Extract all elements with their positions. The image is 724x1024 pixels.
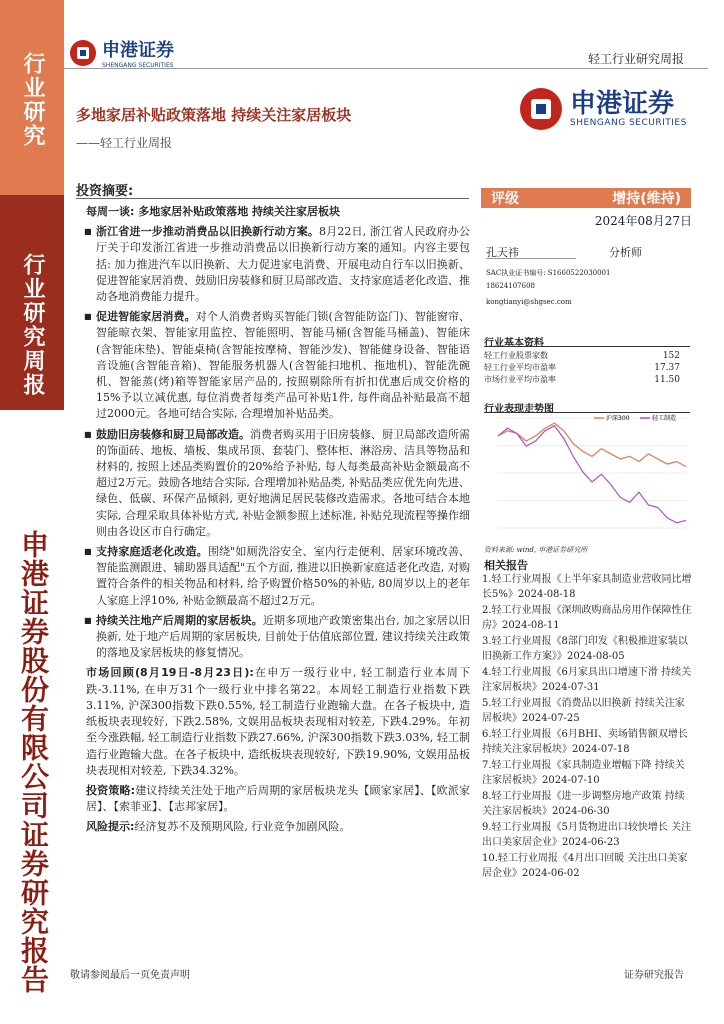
related-report-item[interactable]: 5.轻工行业周报《消费品以旧换新 持续关注家居板块》2024-07-25 <box>482 698 685 724</box>
related-title: 相关报告 <box>484 559 528 572</box>
trend-title: 行业表现走势图 <box>484 404 554 415</box>
chart-series-line <box>498 423 686 466</box>
header-logo <box>70 36 174 69</box>
basic-info-divider <box>484 346 690 347</box>
bullet-aging: ■ 支持家庭适老化改造。围绕"如厕洗浴安全、室内行走便利、居家环境改善、智能监测跟进、辅助器具适配"五个方面, 推进以旧换新家庭适老化改造, 对购置符合条件的相关物品和材料, 给予购置价格50%的补贴, 80周岁以上的老年人家庭上浮10%, 补贴金额最高不超过2万元。 <box>86 544 470 609</box>
bullet-real-estate: ■ 持续关注地产后周期的家居板块。近期多项地产政策密集出台, 加之家居以旧换新, 处于地产后周期的家居板块, 目前处于估值底部位置, 建议持续关注政策的落地及家居板块的修复情况。 <box>86 613 470 662</box>
logo-text: 申港证券 <box>102 40 174 61</box>
analyst-divider <box>486 258 576 259</box>
investment-strategy: 投资策略:建议持续关注处于地产后周期的家居板块龙头【顾家家居】、【欧派家居】、【索菲亚】、【志邦家居】。 <box>86 783 470 814</box>
related-report-item[interactable]: 3.轻工行业周报《8部门印发《积极推进家装以旧换新工作方案》》2024-08-05 <box>482 636 688 662</box>
related-report-item[interactable]: 4.轻工行业周报《6月家具出口增速下滑 持续关注家居板块》2024-07-31 <box>482 667 692 693</box>
sidebar-company-name: 申港证券股份有限公司证券研究报告 <box>17 530 50 994</box>
sidebar <box>0 0 64 1024</box>
rating-bar <box>481 188 691 208</box>
logo-sub: SHENGANG SECURITIES <box>102 62 174 69</box>
report-type: 轻工行业研究周报 <box>587 52 684 66</box>
summary-divider <box>76 198 469 199</box>
report-title: 多地家居补贴政策落地 持续关注家居板块 <box>76 106 352 124</box>
report-subtitle: ——轻工行业周报 <box>76 136 173 150</box>
analyst-phone: 18624107608 <box>486 282 535 290</box>
related-report-item[interactable]: 9.轻工行业周报《5月货物进出口较快增长 关注出口美家居企业》2024-06-23 <box>482 822 692 848</box>
related-report-item[interactable]: 1.轻工行业周报《上半年家具制造业营收同比增长5%》2024-08-18 <box>482 574 692 600</box>
analyst-email: kongtianyi@shgsec.com <box>486 298 572 306</box>
risk-warning: 风险提示:经济复苏不及预期风险, 行业竞争加剧风险。 <box>86 820 351 834</box>
logo-icon <box>70 40 96 66</box>
related-report-item[interactable]: 8.轻工行业周报《进一步调整房地产政策 持续关注家居板块》2024-06-30 <box>482 791 685 817</box>
footer-disclaimer: 敬请参阅最后一页免责声明 <box>70 970 190 981</box>
rating-label: 评级 <box>491 191 519 207</box>
related-report-item[interactable]: 6.轻工行业周报《6月BHI、卖场销售额双增长 持续关注家居板块》2024-07-18 <box>482 729 688 755</box>
chart-source: 资料来源: wind, 申港证券研究所 <box>484 546 588 554</box>
chart-legend-label: 轻工制造 <box>652 415 677 422</box>
basic-row: 轻工行业股票家数 152 <box>484 351 680 361</box>
bullet-renovation: ■ 鼓励旧房装修和厨卫局部改造。消费者购买用于旧房装修、厨卫局部改造所需的饰面砖、地板、墙板、集成吊顶、套装门、整体柜、淋浴房、洁具等物品和材料的, 按照上述品类购置价的20%给予补贴, 每人每类最高补贴金额最高不超过2万元。鼓励各地结合实际, 合理增加补贴品类, 补贴品类应优先向先进、绿色、低碳、环保产品倾斜, 更好地满足居民装修改造需求。各地可结合本地实际, 合理采取具体补贴方式, 补贴金额参照上述标准, 补贴兑现流程等操作细则由各设区市自行确定。 <box>86 427 470 540</box>
basic-row: 轻工行业平均市盈率 17.37 <box>484 363 680 373</box>
footer-label: 证券研究报告 <box>624 970 684 981</box>
related-report-item[interactable]: 10.轻工行业周报《4月出口回暖 关注出口美家居企业》2024-06-02 <box>482 853 688 879</box>
related-list <box>482 572 692 882</box>
brand-logo-sub: SHENGANG SECURITIES <box>570 118 687 128</box>
analyst-info <box>486 244 686 306</box>
weekly-heading: 每周一谈: 多地家居补贴政策落地 持续关注家居板块 <box>86 205 341 218</box>
brand-logo <box>520 88 687 130</box>
rating-value: 增持(维持) <box>612 191 681 207</box>
market-review: 市场回顾(8月19日-8月23日):在申万一级行业中, 轻工制造行业本周下跌-3.11%, 在申万31个一级行业中排名第22。本周轻工制造行业指数下跌3.11%, 沪深300指数下跌0.55%, 轻工制造行业跑输大盘。在各子板块中, 造纸板块表现较好, 下跌2.58%, 文娱用品板块表现相对较差, 下跌4.29%。年初至今涨跌幅, 轻工制造行业指数下跌27.66%, 沪深300指数下跌3.03%, 轻工制造行业跑输大盘。在各子板块中, 造纸板块表现较好, 下跌19.90%, 文娱用品板块表现相对较差, 下跌34.32%。 <box>86 666 470 777</box>
sidebar-tag-industry-research: 行业研究 <box>0 0 64 195</box>
sidebar-tag-weekly: 行业研究周报 <box>0 195 64 410</box>
analyst-sac: SAC执业证书编号: S1660522030001 <box>486 269 611 277</box>
report-date: 2024年08月27日 <box>594 214 692 228</box>
brand-logo-text: 申港证券 <box>570 89 675 119</box>
trend-chart <box>484 410 690 540</box>
brand-logo-icon <box>520 88 562 130</box>
related-report-item[interactable]: 2.轻工行业周报《深圳政购商品房用作保障性住房》2024-08-11 <box>482 605 692 631</box>
chart-legend-label: 沪深300 <box>606 415 630 422</box>
bullet-smart-home: ■ 促进智能家居消费。对个人消费者购买智能门锁(含智能防盗门)、智能窗帘、智能晾衣架、智能家用监控、智能照明、智能马桶(含智能马桶盖)、智能床(含智能床垫)、智能桌椅(含智能按摩椅、智能沙发)、智能健身设备、智能语音设施(含智能音箱)、智能服务机器人(含智能扫地机、拖地机)、智能洗碗机、智能蒸(烤)箱等智能家居产品的, 按照剔除所有折扣优惠后成交价格的15%予以立减优惠, 每位消费者每类产品可补贴1件, 每件商品补贴最高不超过2000元。各地可结合实际, 合理增加补贴品类。 <box>86 309 470 422</box>
header-divider <box>64 68 708 69</box>
basic-info-table <box>484 350 680 386</box>
bullet-zhejiang: ■ 浙江省进一步推动消费品以旧换新行动方案。8月22日, 浙江省人民政府办公厅关于印发浙江省进一步推动消费品以旧换新行动方案的通知。内容主要包括: 加力推进汽车以旧换新、大力促进家电消费、开展电动自行车以旧换新、促进智能家居消费、鼓励旧房装修和厨卫局部改造、支持家庭适老化改造、推动各地消费能力提升。 <box>86 224 470 305</box>
summary-heading: 投资摘要: <box>76 184 134 199</box>
basic-info-title: 行业基本资料 <box>484 338 544 349</box>
related-report-item[interactable]: 7.轻工行业周报《家具制造业增幅下降 持续关注家居板块》2024-07-10 <box>482 760 685 786</box>
analyst-role: 分析师 <box>609 246 642 259</box>
summary-body <box>86 204 470 840</box>
basic-row: 市场行业平均市盈率 11.50 <box>484 375 680 385</box>
analyst-name: 孔天祎 <box>486 246 519 259</box>
